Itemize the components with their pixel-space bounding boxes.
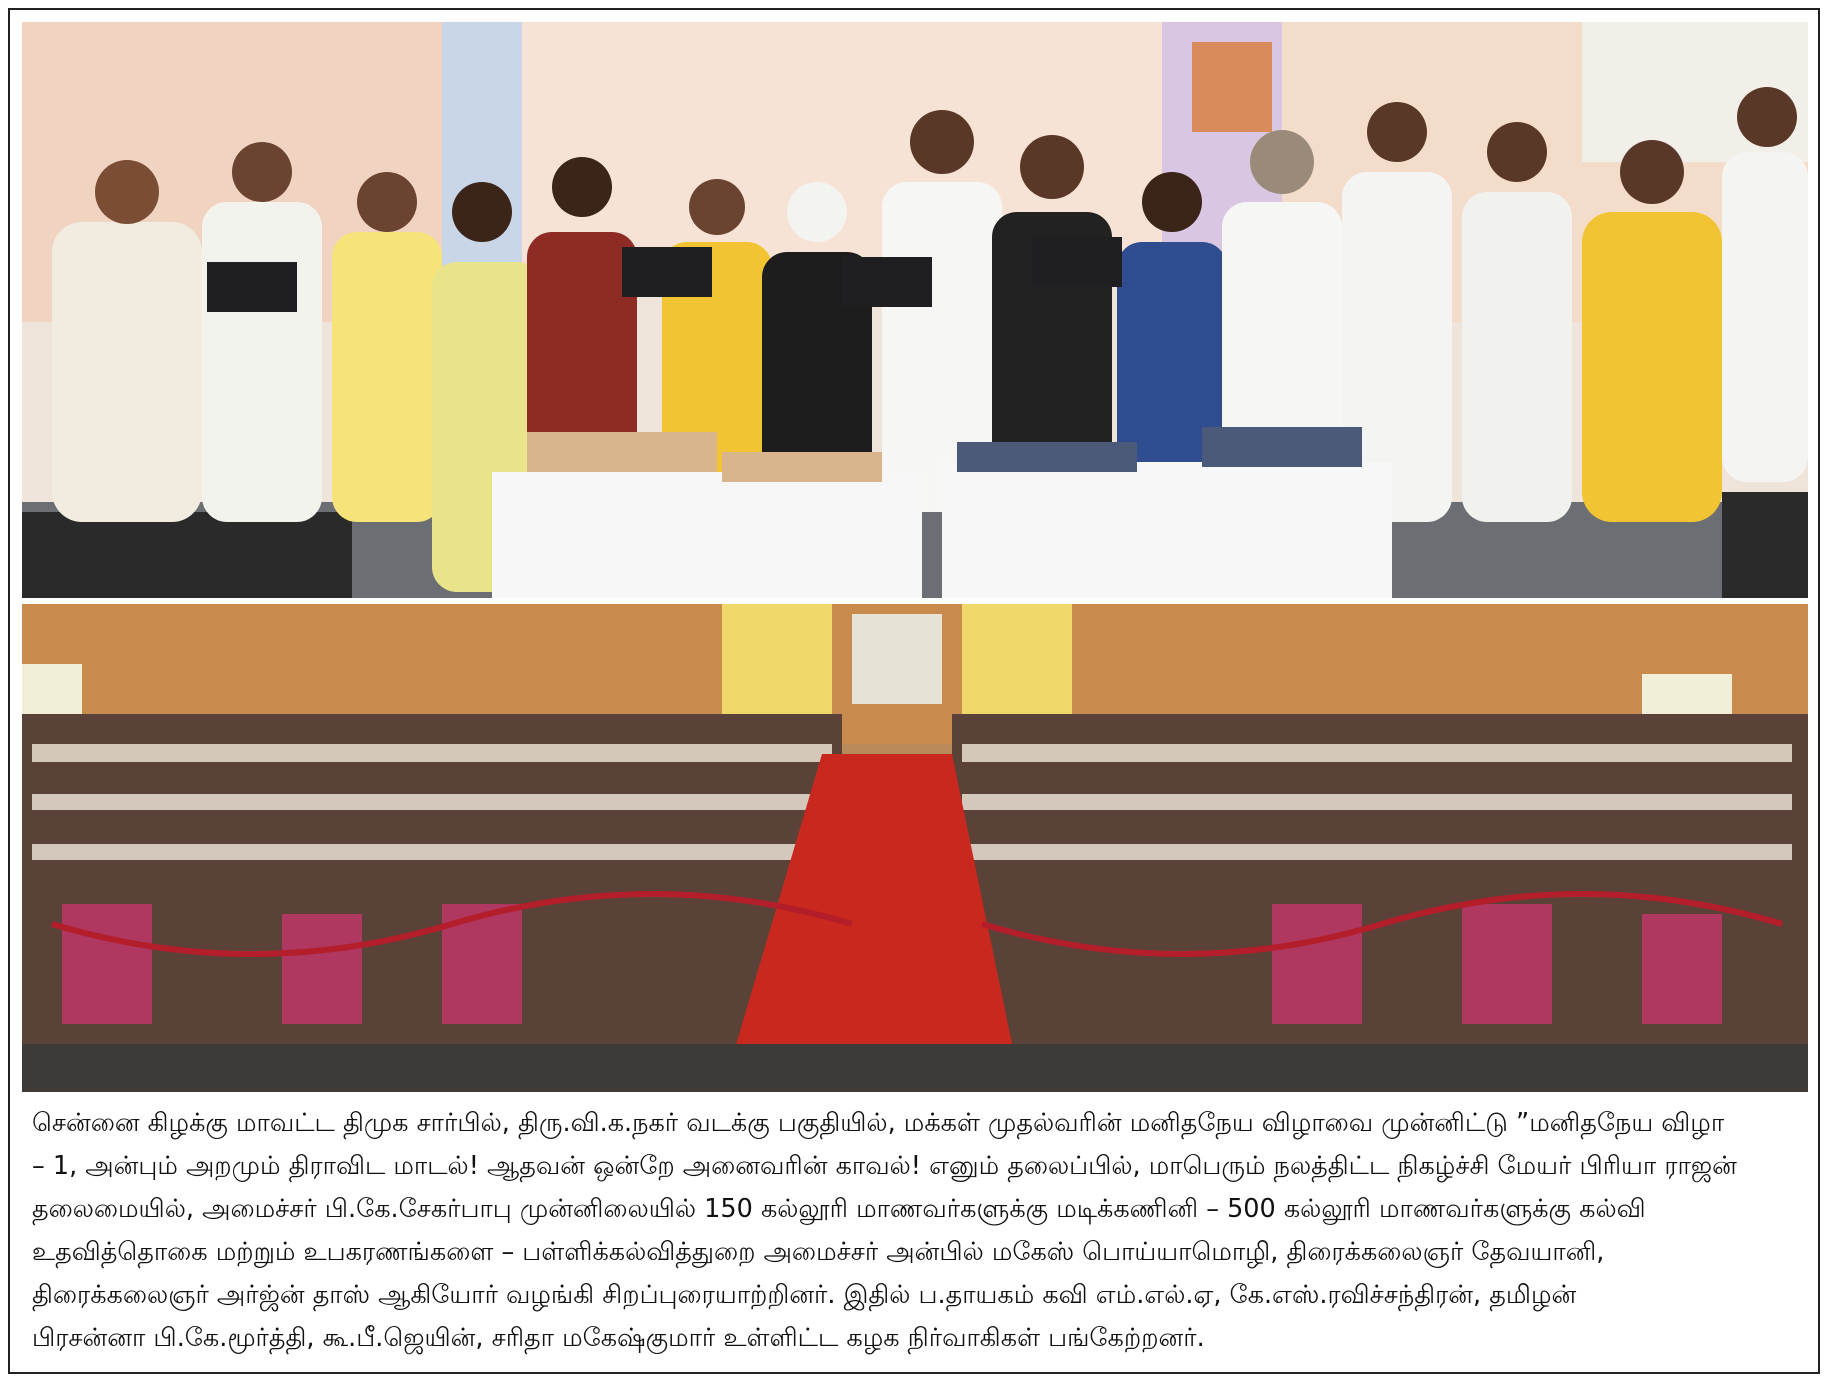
- audience-photo: [22, 604, 1808, 1092]
- caption-line-6: பிரசன்னா பி.கே.மூர்த்தி, கூ.பீ.ஜெயின், சரிதா மகேஷ்குமார் உள்ளிட்ட கழக நிர்வாகிகள் பங்கேற்றனர்.: [32, 1323, 1205, 1353]
- caption-line-4: உதவித்தொகை மற்றும் உபகரணங்களை – பள்ளிக்கல்வித்துறை அமைச்சர் அன்பில் மகேஸ் பொய்யாமொழி, திரைக்கலைஞர் தேவயானி,: [32, 1237, 1605, 1267]
- stage-photo-illustration: [22, 22, 1808, 598]
- caption-line-5: திரைக்கலைஞர் அர்ஜ்ன் தாஸ் ஆகியோர் வழங்கி சிறப்புரையாற்றினர். இதில் ப.தாயகம் கவி எம்.எல்.ஏ, கே.எஸ்.ரவிச்சந்திரன், தமிழன்: [32, 1280, 1577, 1310]
- stage-photo: [22, 22, 1808, 598]
- audience-photo-illustration: [22, 604, 1808, 1092]
- caption-line-2: – 1, அன்பும் அறமும் திராவிட மாடல்! ஆதவன் ஒன்றே அனைவரின் காவல்! எனும் தலைப்பில், மாபெரும் நலத்திட்ட நிகழ்ச்சி மேயர் பிரியா ராஜன்: [32, 1151, 1737, 1181]
- caption-line-3: தலைமையில், அமைச்சர் பி.கே.சேகர்பாபு முன்னிலையில் 150 கல்லூரி மாணவர்களுக்கு மடிக்கணினி – 500 கல்லூரி மாணவர்களுக்கு கல்வி: [32, 1194, 1646, 1224]
- news-clipping: [8, 8, 1820, 1374]
- caption-line-1: சென்னை கிழக்கு மாவட்ட திமுக சார்பில், திரு.வி.க.நகர் வடக்கு பகுதியில், மக்கள் முதல்வரின் மனிதநேய விழாவை முன்னிட்டு ”மனிதநேய விழா: [32, 1108, 1725, 1138]
- photo-caption: [32, 1102, 1796, 1364]
